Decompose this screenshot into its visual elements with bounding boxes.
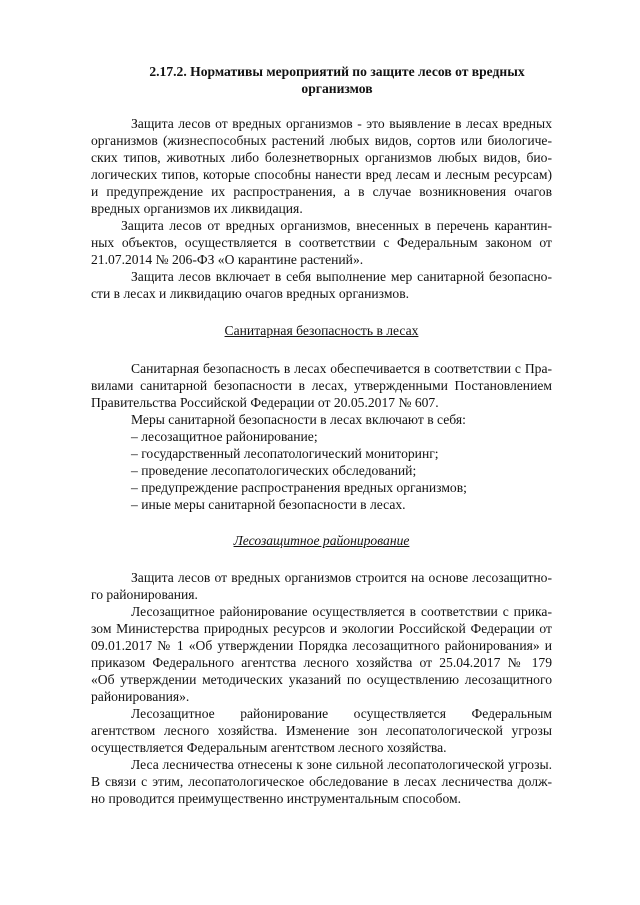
section-heading (118, 63, 556, 97)
list-item: – государственный лесопатологический мониторинг; (131, 446, 439, 461)
list-item: – предупреждение распространения вредных организмов; (131, 480, 467, 495)
subsection-title-zoning: Лесозащитное районирование (233, 533, 410, 548)
paragraph-line: зом Министерства природных ресурсов и экологии Российской Федерации от (91, 621, 552, 636)
paragraph-line: Правительства Российской Федерации от 20.05.2017 № 607. (91, 395, 439, 410)
paragraph-line: Лесозащитное районирование осуществляется Федеральным (131, 706, 552, 721)
paragraph-line: организмов (жизнеспособных растений любых видов, сортов или биологиче- (91, 133, 552, 148)
paragraph-line: ных объектов, осуществляется в соответствии с Федеральным законом от (91, 235, 552, 250)
paragraph-line: и предупреждение их распространения, а в случае возникновения очагов (91, 184, 552, 199)
paragraph-line: но проводится преимущественно инструментальным способом. (91, 791, 461, 806)
paragraph-line: Защита лесов от вредных организмов строится на основе лесозащитно- (131, 570, 552, 585)
paragraph-line: Меры санитарной безопасности в лесах включают в себя: (131, 412, 466, 427)
paragraph-line: Защита лесов от вредных организмов, внесенных в перечень карантин- (121, 218, 552, 233)
list-item: – иные меры санитарной безопасности в лесах. (131, 497, 406, 512)
paragraph-line: го районирования. (91, 587, 198, 602)
paragraph-line: «Об утверждении методических указаний по осуществлению лесозащитного (91, 672, 552, 687)
paragraph-line: осуществляется Федеральным агентством лесного хозяйства. (91, 740, 447, 755)
paragraph-line: 09.01.2017 № 1 «Об утверждении Порядка лесозащитного районирования» и (91, 638, 552, 653)
list-item: – лесозащитное районирование; (131, 429, 318, 444)
paragraph-line: Санитарная безопасность в лесах обеспечивается в соответствии с Пра- (131, 361, 552, 376)
paragraph-line: Защита лесов от вредных организмов - это выявление в лесах вредных (131, 116, 552, 131)
paragraph-line: ских типов, животных либо болезнетворных организмов любых видов, био- (91, 150, 552, 165)
paragraph-line: Лесозащитное районирование осуществляется в соответствии с прика- (131, 604, 552, 619)
paragraph-line: районирования». (91, 689, 190, 704)
heading-line-1: 2.17.2. Нормативы мероприятий по защите лесов от вредных (149, 64, 525, 79)
paragraph-line: агентством лесного хозяйства. Изменение зон лесопатологической угрозы (91, 723, 552, 738)
paragraph-line: В связи с этим, лесопатологическое обследование в лесах лесничества долж- (91, 774, 552, 789)
paragraph-line: приказом Федерального агентства лесного хозяйства от 25.04.2017 № 179 (91, 655, 552, 670)
paragraph-line: логических типов, которые способны нанести вред лесам и лесным ресурсам) (91, 167, 552, 182)
paragraph-line: вредных организмов их ликвидация. (91, 201, 303, 216)
paragraph-line: Леса лесничества отнесены к зоне сильной лесопатологической угрозы. (131, 757, 552, 772)
heading-line-2: организмов (301, 81, 373, 96)
paragraph-line: 21.07.2014 № 206-ФЗ «О карантине растений». (91, 252, 364, 267)
list-item: – проведение лесопатологических обследований; (131, 463, 417, 478)
paragraph-line: сти в лесах и ликвидацию очагов вредных организмов. (91, 286, 410, 301)
subsection-title-sanitary: Санитарная безопасность в лесах (224, 323, 419, 338)
paragraph-line: вилами санитарной безопасности в лесах, утвержденными Постановлением (91, 378, 552, 393)
paragraph-line: Защита лесов включает в себя выполнение мер санитарной безопасно- (131, 269, 552, 284)
